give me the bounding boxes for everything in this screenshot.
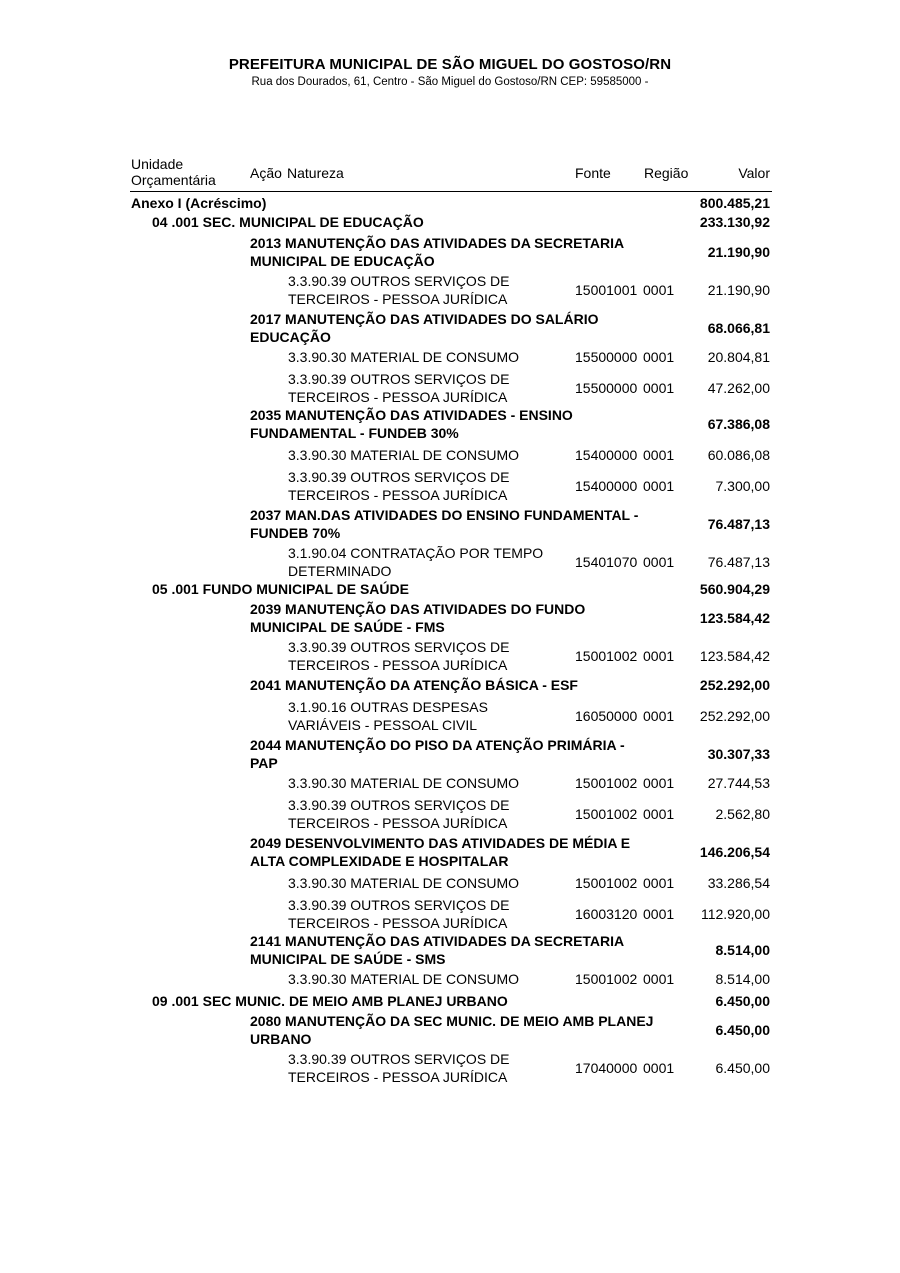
row-valor: 112.920,00 xyxy=(700,906,770,922)
row-valor: 47.262,00 xyxy=(707,380,770,396)
row-valor: 27.744,53 xyxy=(707,775,770,791)
row-description-line1: 04 .001 SEC. MUNICIPAL DE EDUCAÇÃO xyxy=(152,214,424,230)
row-description-line1: 2035 MANUTENÇÃO DAS ATIVIDADES - ENSINO xyxy=(250,407,573,423)
row-description-line2: PAP xyxy=(250,755,278,771)
row-description-line1: 2049 DESENVOLVIMENTO DAS ATIVIDADES DE MÉDIA E xyxy=(250,835,631,851)
row-description-line1: 3.3.90.39 OUTROS SERVIÇOS DE xyxy=(288,469,510,485)
row-description-line2: TERCEIROS - PESSOA JURÍDICA xyxy=(288,291,508,307)
row-description-line2: VARIÁVEIS - PESSOAL CIVIL xyxy=(288,717,478,733)
row-valor: 6.450,00 xyxy=(715,1022,770,1038)
row-description xyxy=(288,970,519,988)
row-description xyxy=(288,446,519,464)
row-valor: 8.514,00 xyxy=(715,971,770,987)
row-fonte: 16003120 xyxy=(575,906,638,922)
col-fonte-header: Fonte xyxy=(575,165,611,181)
row-regiao: 0001 xyxy=(643,478,675,494)
row-fonte: 15001002 xyxy=(575,775,638,791)
row-valor: 560.904,29 xyxy=(699,581,770,597)
row-description xyxy=(250,406,573,442)
row-description xyxy=(250,310,598,346)
row-description xyxy=(288,544,543,580)
row-valor: 233.130,92 xyxy=(699,214,770,230)
row-description xyxy=(250,506,638,542)
row-regiao: 0001 xyxy=(643,554,675,570)
row-description xyxy=(250,932,624,968)
row-regiao: 0001 xyxy=(643,875,675,891)
col-natureza-header: Natureza xyxy=(287,165,344,181)
row-valor: 6.450,00 xyxy=(715,993,770,1009)
row-fonte: 15401070 xyxy=(575,554,638,570)
row-valor: 2.562,80 xyxy=(715,806,770,822)
row-fonte: 15001002 xyxy=(575,971,638,987)
row-regiao: 0001 xyxy=(643,349,675,365)
row-valor: 252.292,00 xyxy=(699,677,770,693)
row-description-line2: TERCEIROS - PESSOA JURÍDICA xyxy=(288,657,508,673)
row-description-line1: 09 .001 SEC MUNIC. DE MEIO AMB PLANEJ URBANO xyxy=(152,993,508,1009)
row-description xyxy=(250,600,585,636)
header-divider xyxy=(130,191,772,192)
row-description-line1: 3.3.90.30 MATERIAL DE CONSUMO xyxy=(288,875,520,891)
row-description-line2: TERCEIROS - PESSOA JURÍDICA xyxy=(288,815,508,831)
row-valor: 21.190,90 xyxy=(707,244,770,260)
col-unidade-l2: Orçamentária xyxy=(131,172,216,188)
row-description-line1: 3.3.90.30 MATERIAL DE CONSUMO xyxy=(288,349,520,365)
row-valor: 67.386,08 xyxy=(707,416,770,432)
row-description-line2: MUNICIPAL DE EDUCAÇÃO xyxy=(250,253,435,269)
row-description-line1: 2039 MANUTENÇÃO DAS ATIVIDADES DO FUNDO xyxy=(250,601,586,617)
row-regiao: 0001 xyxy=(643,648,675,664)
row-valor: 20.804,81 xyxy=(707,349,770,365)
row-description xyxy=(288,272,510,308)
row-valor: 21.190,90 xyxy=(707,282,770,298)
row-description-line1: 3.3.90.30 MATERIAL DE CONSUMO xyxy=(288,971,520,987)
row-description-line1: 3.3.90.39 OUTROS SERVIÇOS DE xyxy=(288,1051,510,1067)
row-description-line2: FUNDAMENTAL - FUNDEB 30% xyxy=(250,425,459,441)
row-description-line1: 3.3.90.39 OUTROS SERVIÇOS DE xyxy=(288,371,510,387)
row-description-line1: 3.1.90.04 CONTRATAÇÃO POR TEMPO xyxy=(288,545,544,561)
row-fonte: 15500000 xyxy=(575,349,638,365)
row-valor: 800.485,21 xyxy=(699,195,770,211)
row-regiao: 0001 xyxy=(643,447,675,463)
row-regiao: 0001 xyxy=(643,775,675,791)
row-fonte: 15400000 xyxy=(575,447,638,463)
row-regiao: 0001 xyxy=(643,708,675,724)
row-valor: 76.487,13 xyxy=(707,554,770,570)
row-description xyxy=(288,348,519,366)
row-valor: 60.086,08 xyxy=(707,447,770,463)
row-description xyxy=(288,774,519,792)
row-description xyxy=(288,796,510,832)
row-valor: 8.514,00 xyxy=(715,942,770,958)
col-valor-header: Valor xyxy=(738,165,770,181)
row-regiao: 0001 xyxy=(643,971,675,987)
row-description-line2: ALTA COMPLEXIDADE E HOSPITALAR xyxy=(250,853,509,869)
row-description-line1: 2017 MANUTENÇÃO DAS ATIVIDADES DO SALÁRIO xyxy=(250,311,599,327)
row-valor: 68.066,81 xyxy=(707,320,770,336)
row-fonte: 15500000 xyxy=(575,380,638,396)
row-description-line2: MUNICIPAL DE SAÚDE - FMS xyxy=(250,619,445,635)
row-description xyxy=(250,736,625,772)
row-valor: 6.450,00 xyxy=(715,1060,770,1076)
row-fonte: 15001001 xyxy=(575,282,638,298)
col-regiao-header: Região xyxy=(644,165,689,181)
row-regiao: 0001 xyxy=(643,380,675,396)
row-description xyxy=(152,992,508,1010)
row-description-line1: 3.3.90.39 OUTROS SERVIÇOS DE xyxy=(288,797,510,813)
row-description-line1: 2141 MANUTENÇÃO DAS ATIVIDADES DA SECRETARIA xyxy=(250,933,625,949)
row-valor: 123.584,42 xyxy=(699,610,770,626)
row-valor: 146.206,54 xyxy=(699,844,770,860)
row-valor: 33.286,54 xyxy=(707,875,770,891)
row-description-line1: 2080 MANUTENÇÃO DA SEC MUNIC. DE MEIO AMB PLANEJ xyxy=(250,1013,654,1029)
row-description-line1: 05 .001 FUNDO MUNICIPAL DE SAÚDE xyxy=(152,581,409,597)
row-regiao: 0001 xyxy=(643,906,675,922)
row-valor: 76.487,13 xyxy=(707,516,770,532)
row-description-line1: 2041 MANUTENÇÃO DA ATENÇÃO BÁSICA - ESF xyxy=(250,677,578,693)
row-description xyxy=(288,1050,510,1086)
row-regiao: 0001 xyxy=(643,282,675,298)
row-description-line1: 3.1.90.16 OUTRAS DESPESAS xyxy=(288,699,488,715)
row-regiao: 0001 xyxy=(643,806,675,822)
address-line: Rua dos Dourados, 61, Centro - São Miguel do Gostoso/RN CEP: 59585000 - xyxy=(251,76,649,88)
row-fonte: 15001002 xyxy=(575,648,638,664)
col-unidade-l1: Unidade xyxy=(131,156,184,172)
row-description-line2: TERCEIROS - PESSOA JURÍDICA xyxy=(288,915,508,931)
row-description xyxy=(250,1012,653,1048)
row-description xyxy=(250,676,578,694)
row-description xyxy=(288,896,510,932)
row-valor: 252.292,00 xyxy=(699,708,770,724)
row-description-line1: 3.3.90.39 OUTROS SERVIÇOS DE xyxy=(288,639,510,655)
row-description xyxy=(131,194,266,212)
row-description-line1: 3.3.90.39 OUTROS SERVIÇOS DE xyxy=(288,897,510,913)
row-description-line1: 2037 MAN.DAS ATIVIDADES DO ENSINO FUNDAMENTAL - xyxy=(250,507,639,523)
row-description xyxy=(288,698,488,734)
row-description-line1: 2013 MANUTENÇÃO DAS ATIVIDADES DA SECRETARIA xyxy=(250,235,625,251)
row-valor: 7.300,00 xyxy=(715,478,770,494)
row-description xyxy=(152,580,409,598)
row-description-line1: Anexo I (Acréscimo) xyxy=(131,195,267,211)
row-description-line2: URBANO xyxy=(250,1031,312,1047)
row-description-line1: 3.3.90.30 MATERIAL DE CONSUMO xyxy=(288,775,520,791)
row-fonte: 15400000 xyxy=(575,478,638,494)
row-description-line2: DETERMINADO xyxy=(288,563,392,579)
row-fonte: 17040000 xyxy=(575,1060,638,1076)
row-description-line2: EDUCAÇÃO xyxy=(250,329,331,345)
row-fonte: 15001002 xyxy=(575,806,638,822)
row-fonte: 15001002 xyxy=(575,875,638,891)
row-description xyxy=(250,834,630,870)
row-description-line1: 2044 MANUTENÇÃO DO PISO DA ATENÇÃO PRIMÁRIA - xyxy=(250,737,625,753)
row-description-line2: TERCEIROS - PESSOA JURÍDICA xyxy=(288,487,508,503)
row-description-line1: 3.3.90.30 MATERIAL DE CONSUMO xyxy=(288,447,520,463)
row-regiao: 0001 xyxy=(643,1060,675,1076)
row-description-line2: MUNICIPAL DE SAÚDE - SMS xyxy=(250,951,446,967)
row-description-line2: TERCEIROS - PESSOA JURÍDICA xyxy=(288,389,508,405)
row-description xyxy=(152,213,424,231)
row-description-line2: TERCEIROS - PESSOA JURÍDICA xyxy=(288,1069,508,1085)
row-description xyxy=(288,638,510,674)
row-valor: 30.307,33 xyxy=(707,746,770,762)
row-description-line2: FUNDEB 70% xyxy=(250,525,341,541)
row-description xyxy=(288,468,510,504)
col-unidade-header xyxy=(131,156,216,188)
col-acao-header: Ação xyxy=(250,165,282,181)
row-description-line1: 3.3.90.39 OUTROS SERVIÇOS DE xyxy=(288,273,510,289)
row-fonte: 16050000 xyxy=(575,708,638,724)
row-description xyxy=(288,370,510,406)
row-description xyxy=(288,874,519,892)
row-valor: 123.584,42 xyxy=(699,648,770,664)
page-title: PREFEITURA MUNICIPAL DE SÃO MIGUEL DO GOSTOSO/RN xyxy=(228,56,672,73)
row-description xyxy=(250,234,624,270)
